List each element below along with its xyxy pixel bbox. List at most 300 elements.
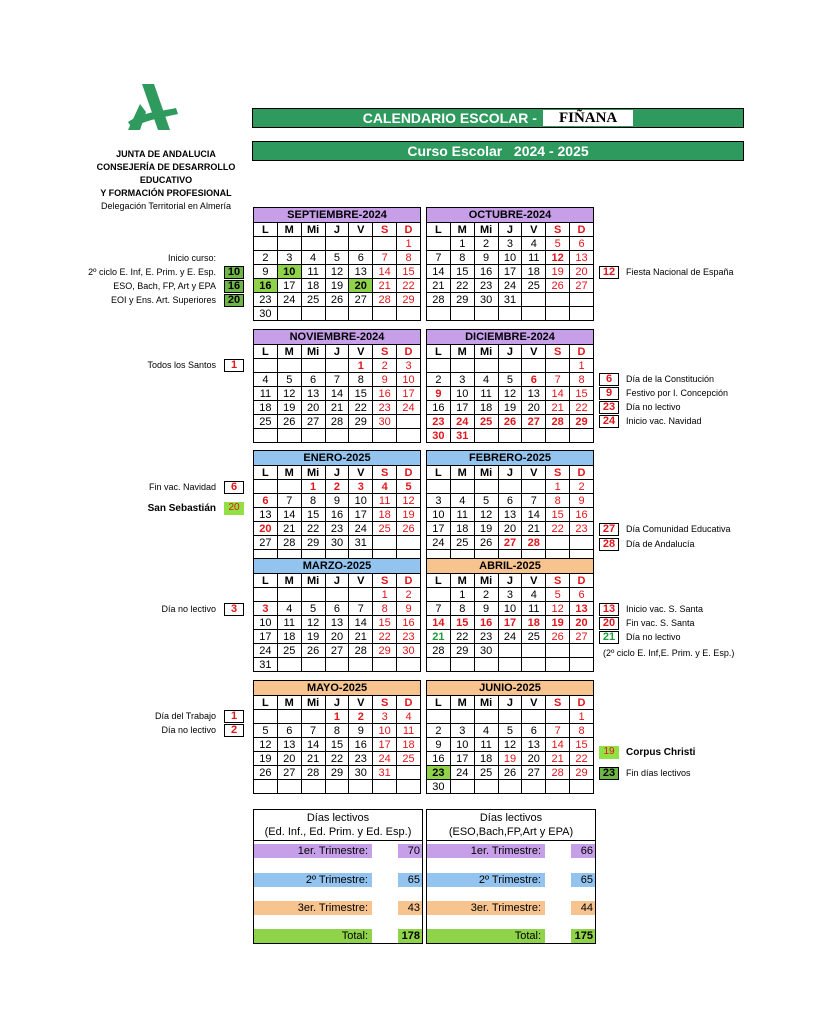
empty-cell	[301, 429, 325, 443]
day-cell: 13	[349, 265, 373, 279]
empty-cell	[349, 307, 373, 321]
day-cell: 15	[301, 508, 325, 522]
label-no-lectivo-mayo: Día no lectivo	[161, 725, 216, 735]
day-cell: 22	[325, 752, 349, 766]
empty-cell	[522, 780, 546, 794]
weekday-header: D	[397, 223, 421, 237]
day-cell: 2	[373, 359, 397, 373]
summary-label-total: Total:	[427, 929, 545, 943]
day-cell: 4	[474, 724, 498, 738]
day-cell: 18	[474, 401, 498, 415]
day-cell: 14	[301, 738, 325, 752]
empty-cell	[427, 237, 451, 251]
day-cell: 30	[349, 766, 373, 780]
day-cell: 9	[570, 494, 594, 508]
weekday-header: Mi	[474, 345, 498, 359]
weekday-header: L	[254, 345, 278, 359]
day-cell: 18	[450, 522, 474, 536]
empty-cell	[397, 307, 421, 321]
day-cell: 23	[474, 279, 498, 293]
day-cell: 9	[427, 387, 451, 401]
day-cell: 21	[349, 630, 373, 644]
day-cell: 8	[325, 724, 349, 738]
empty-cell	[522, 710, 546, 724]
empty-cell	[254, 710, 278, 724]
summary-row-trimester-3	[427, 901, 595, 915]
day-cell: 27	[522, 415, 546, 429]
empty-cell	[546, 658, 570, 672]
day-cell: 19	[474, 522, 498, 536]
day-cell: 20	[522, 401, 546, 415]
day-cell: 15	[373, 616, 397, 630]
day-cell: 12	[546, 251, 570, 265]
empty-cell	[450, 780, 474, 794]
empty-cell	[325, 780, 349, 794]
day-cell: 21	[546, 752, 570, 766]
label-andalucia: Día de Andalucía	[626, 539, 695, 549]
empty-cell	[498, 480, 522, 494]
day-cell: 8	[546, 494, 570, 508]
month-calendar	[426, 450, 594, 564]
box-san-sebastian: 20	[224, 502, 244, 515]
box-no-lectivo-dic: 23	[599, 401, 619, 414]
day-cell: 5	[397, 480, 421, 494]
day-cell: 8	[301, 494, 325, 508]
day-cell: 27	[325, 644, 349, 658]
month-title: ENERO-2025	[254, 451, 421, 466]
day-cell: 3	[427, 494, 451, 508]
day-cell: 13	[570, 602, 594, 616]
day-cell: 24	[277, 293, 301, 307]
empty-cell	[498, 780, 522, 794]
day-cell: 3	[498, 588, 522, 602]
day-cell: 9	[427, 738, 451, 752]
day-cell: 11	[522, 602, 546, 616]
empty-cell	[522, 359, 546, 373]
day-cell: 14	[325, 387, 349, 401]
label-eso: ESO, Bach, FP, Art y EPA	[113, 281, 216, 291]
day-cell: 26	[325, 293, 349, 307]
day-cell: 19	[397, 508, 421, 522]
weekday-header: Mi	[474, 574, 498, 588]
weekday-header: D	[570, 345, 594, 359]
box-fin-lectivos: 23	[599, 767, 619, 780]
weekday-header: D	[397, 466, 421, 480]
day-cell: 5	[546, 237, 570, 251]
empty-cell	[474, 658, 498, 672]
day-cell: 2	[570, 480, 594, 494]
day-cell: 14	[522, 508, 546, 522]
day-cell: 14	[373, 265, 397, 279]
day-cell: 15	[546, 508, 570, 522]
day-cell: 14	[546, 738, 570, 752]
box-andalucia: 28	[599, 538, 619, 551]
empty-cell	[301, 307, 325, 321]
weekday-header: J	[325, 223, 349, 237]
summary-label-trimester-2: 2º Trimestre:	[427, 873, 545, 887]
day-cell: 23	[349, 752, 373, 766]
weekday-header: S	[373, 574, 397, 588]
day-cell: 7	[325, 373, 349, 387]
summary-value-trimester-1: 66	[571, 844, 595, 858]
day-cell: 23	[474, 630, 498, 644]
day-cell: 1	[546, 480, 570, 494]
day-cell: 8	[397, 251, 421, 265]
day-cell: 27	[570, 630, 594, 644]
day-cell: 13	[522, 387, 546, 401]
weekday-header: D	[397, 574, 421, 588]
empty-cell	[254, 588, 278, 602]
course-text: Curso Escolar 2024 - 2025	[407, 143, 589, 159]
day-cell: 18	[277, 630, 301, 644]
label-hispanidad: Fiesta Nacional de España	[626, 267, 734, 277]
day-cell: 15	[349, 387, 373, 401]
empty-cell	[522, 429, 546, 443]
day-cell: 24	[427, 536, 451, 550]
weekday-header: Mi	[301, 345, 325, 359]
day-cell: 11	[474, 738, 498, 752]
day-cell: 8	[373, 602, 397, 616]
empty-cell	[325, 307, 349, 321]
day-cell: 12	[254, 738, 278, 752]
empty-cell	[277, 658, 301, 672]
day-cell: 6	[498, 494, 522, 508]
day-cell: 3	[397, 359, 421, 373]
day-cell: 6	[301, 373, 325, 387]
day-cell: 28	[373, 293, 397, 307]
day-cell: 5	[474, 494, 498, 508]
summary-value-total: 175	[571, 929, 595, 943]
empty-cell	[450, 480, 474, 494]
day-cell: 6	[325, 602, 349, 616]
empty-cell	[325, 658, 349, 672]
day-cell: 15	[570, 387, 594, 401]
month-title: NOVIEMBRE-2024	[254, 330, 421, 345]
month-calendar	[253, 450, 421, 564]
day-cell: 1	[450, 588, 474, 602]
day-cell: 7	[301, 724, 325, 738]
day-cell: 23	[427, 766, 451, 780]
day-cell: 19	[546, 616, 570, 630]
day-cell: 11	[474, 387, 498, 401]
empty-cell	[301, 237, 325, 251]
empty-cell	[325, 237, 349, 251]
day-cell: 2	[474, 237, 498, 251]
day-cell: 14	[349, 616, 373, 630]
empty-cell	[427, 480, 451, 494]
weekday-header: M	[450, 345, 474, 359]
day-cell: 30	[254, 307, 278, 321]
day-cell: 25	[397, 752, 421, 766]
empty-cell	[522, 480, 546, 494]
day-cell: 29	[570, 415, 594, 429]
weekday-header: Mi	[301, 574, 325, 588]
day-cell: 29	[325, 766, 349, 780]
day-cell: 26	[277, 415, 301, 429]
empty-cell	[301, 658, 325, 672]
empty-cell	[325, 359, 349, 373]
empty-cell	[570, 429, 594, 443]
day-cell: 26	[546, 279, 570, 293]
summary-label-trimester-1: 1er. Trimestre:	[427, 844, 545, 858]
empty-cell	[546, 536, 570, 550]
weekday-header: Mi	[301, 466, 325, 480]
day-cell: 29	[397, 293, 421, 307]
day-cell: 3	[349, 480, 373, 494]
empty-cell	[570, 293, 594, 307]
label-no-lectivo-dic: Día no lectivo	[626, 402, 681, 412]
month-calendar	[253, 329, 421, 443]
label-inicio-curso: Inicio curso:	[167, 253, 216, 263]
day-cell: 14	[427, 616, 451, 630]
day-cell: 11	[277, 616, 301, 630]
empty-cell	[474, 307, 498, 321]
empty-cell	[397, 429, 421, 443]
day-cell: 15	[450, 265, 474, 279]
day-cell: 16	[427, 401, 451, 415]
day-cell: 26	[498, 766, 522, 780]
day-cell: 16	[325, 508, 349, 522]
summary-value-trimester-1: 70	[398, 844, 422, 858]
summary-label-trimester-1: 1er. Trimestre:	[254, 844, 372, 858]
day-cell: 24	[450, 415, 474, 429]
day-cell: 6	[570, 237, 594, 251]
label-dia-trabajo: Día del Trabajo	[154, 711, 216, 721]
day-cell: 20	[570, 265, 594, 279]
weekday-header: S	[373, 345, 397, 359]
day-cell: 18	[522, 616, 546, 630]
month-title: MAYO-2025	[254, 681, 421, 696]
day-cell: 17	[498, 616, 522, 630]
month-title: SEPTIEMBRE-2024	[254, 208, 421, 223]
day-cell: 9	[397, 602, 421, 616]
empty-cell	[498, 658, 522, 672]
weekday-header: L	[427, 574, 451, 588]
summary-label-trimester-3: 3er. Trimestre:	[427, 901, 545, 915]
day-cell: 16	[474, 265, 498, 279]
day-cell: 8	[450, 602, 474, 616]
label-semana-santa-fin: Fin vac. S. Santa	[626, 618, 695, 628]
day-cell: 26	[498, 415, 522, 429]
day-cell: 2	[325, 480, 349, 494]
weekday-header: S	[373, 223, 397, 237]
label-san-sebastian: San Sebastián	[147, 503, 216, 514]
weekday-header: M	[450, 696, 474, 710]
day-cell: 11	[373, 494, 397, 508]
day-cell: 11	[450, 508, 474, 522]
empty-cell	[325, 588, 349, 602]
day-cell: 1	[349, 359, 373, 373]
box-concepcion: 9	[599, 387, 619, 400]
empty-cell	[349, 658, 373, 672]
weekday-header: L	[254, 696, 278, 710]
summary-row-trimester-1	[427, 844, 595, 858]
day-cell: 12	[546, 602, 570, 616]
day-cell: 12	[474, 508, 498, 522]
day-cell: 16	[349, 738, 373, 752]
day-cell: 17	[427, 522, 451, 536]
day-cell: 23	[254, 293, 278, 307]
day-cell: 27	[301, 415, 325, 429]
label-fin-lectivos: Fin días lectivos	[626, 768, 691, 778]
label-no-lectivo-abr-note: (2º ciclo E. Inf,E. Prim. y E. Esp.)	[603, 648, 735, 658]
day-cell: 22	[450, 630, 474, 644]
weekday-header: L	[427, 345, 451, 359]
empty-cell	[498, 644, 522, 658]
label-todos-santos: Todos los Santos	[147, 360, 216, 370]
summary-value-trimester-2: 65	[571, 873, 595, 887]
weekday-header: D	[397, 696, 421, 710]
day-cell: 28	[522, 536, 546, 550]
day-cell: 20	[498, 522, 522, 536]
weekday-header: J	[325, 466, 349, 480]
box-semana-santa-fin: 20	[599, 617, 619, 630]
label-constitucion: Día de la Constitución	[626, 374, 715, 384]
empty-cell	[254, 237, 278, 251]
day-cell: 2	[427, 724, 451, 738]
summary-value-trimester-3: 43	[398, 901, 422, 915]
weekday-header: Mi	[474, 223, 498, 237]
day-cell: 12	[325, 265, 349, 279]
month-title: MARZO-2025	[254, 559, 421, 574]
weekday-header: J	[498, 696, 522, 710]
day-cell: 2	[474, 588, 498, 602]
empty-cell	[546, 307, 570, 321]
weekday-header: S	[546, 466, 570, 480]
empty-cell	[450, 710, 474, 724]
day-cell: 23	[397, 630, 421, 644]
day-cell: 20	[349, 279, 373, 293]
day-cell: 31	[450, 429, 474, 443]
day-cell: 15	[397, 265, 421, 279]
day-cell: 16	[397, 616, 421, 630]
day-cell: 20	[301, 401, 325, 415]
weekday-header: Mi	[474, 466, 498, 480]
day-cell: 7	[522, 494, 546, 508]
weekday-header: S	[373, 466, 397, 480]
empty-cell	[522, 293, 546, 307]
day-cell: 1	[570, 359, 594, 373]
weekday-header: M	[277, 345, 301, 359]
day-cell: 20	[522, 752, 546, 766]
day-cell: 5	[498, 373, 522, 387]
day-cell: 3	[373, 710, 397, 724]
day-cell: 22	[397, 279, 421, 293]
empty-cell	[397, 780, 421, 794]
weekday-header: L	[254, 223, 278, 237]
day-cell: 6	[349, 251, 373, 265]
day-cell: 6	[522, 373, 546, 387]
day-cell: 21	[277, 522, 301, 536]
summary-head1: Días lectivos	[306, 812, 370, 824]
empty-cell	[373, 429, 397, 443]
day-cell: 10	[349, 494, 373, 508]
empty-cell	[570, 307, 594, 321]
box-dia-trabajo: 1	[224, 710, 244, 723]
empty-cell	[498, 359, 522, 373]
day-cell: 21	[522, 522, 546, 536]
day-cell: 29	[373, 644, 397, 658]
day-cell: 3	[277, 251, 301, 265]
weekday-header: V	[349, 223, 373, 237]
day-cell: 25	[254, 415, 278, 429]
empty-cell	[450, 658, 474, 672]
day-cell: 7	[277, 494, 301, 508]
day-cell: 19	[254, 752, 278, 766]
weekday-header: S	[546, 345, 570, 359]
day-cell: 3	[450, 373, 474, 387]
weekday-header: L	[427, 696, 451, 710]
day-cell: 29	[450, 644, 474, 658]
empty-cell	[301, 359, 325, 373]
day-cell: 16	[570, 508, 594, 522]
empty-cell	[397, 766, 421, 780]
day-cell: 28	[546, 766, 570, 780]
weekday-header: L	[254, 466, 278, 480]
weekday-header: D	[397, 345, 421, 359]
empty-cell	[277, 710, 301, 724]
weekday-header: S	[373, 696, 397, 710]
day-cell: 21	[373, 279, 397, 293]
empty-cell	[522, 644, 546, 658]
empty-cell	[474, 359, 498, 373]
box-semana-santa-inicio: 13	[599, 603, 619, 616]
day-cell: 12	[498, 387, 522, 401]
day-cell: 4	[277, 602, 301, 616]
town-name: FIÑANA	[543, 110, 633, 126]
day-cell: 21	[427, 279, 451, 293]
day-cell: 16	[474, 616, 498, 630]
day-cell: 28	[349, 644, 373, 658]
label-corpus: Corpus Christi	[626, 747, 696, 758]
summary-row-total	[254, 929, 422, 943]
empty-cell	[427, 307, 451, 321]
day-cell: 30	[373, 415, 397, 429]
day-cell: 10	[373, 724, 397, 738]
day-cell: 10	[450, 387, 474, 401]
day-cell: 16	[427, 752, 451, 766]
weekday-header: V	[522, 696, 546, 710]
day-cell: 28	[325, 415, 349, 429]
day-cell: 14	[277, 508, 301, 522]
day-cell: 4	[254, 373, 278, 387]
summary-row-trimester-2	[427, 873, 595, 887]
day-cell: 13	[522, 738, 546, 752]
day-cell: 3	[254, 602, 278, 616]
day-cell: 4	[522, 237, 546, 251]
day-cell: 23	[427, 415, 451, 429]
day-cell: 9	[474, 251, 498, 265]
day-cell: 7	[546, 373, 570, 387]
day-cell: 6	[254, 494, 278, 508]
day-cell: 19	[301, 630, 325, 644]
empty-cell	[373, 780, 397, 794]
day-cell: 27	[498, 536, 522, 550]
day-cell: 19	[498, 401, 522, 415]
summary-head2: (Ed. Inf., Ed. Prim. y Ed. Esp.)	[264, 826, 412, 838]
box-no-lectivo-mayo: 2	[224, 724, 244, 737]
day-cell: 13	[498, 508, 522, 522]
day-cell: 11	[254, 387, 278, 401]
month-calendar	[253, 680, 421, 794]
day-cell: 11	[522, 251, 546, 265]
empty-cell	[474, 480, 498, 494]
weekday-header: Mi	[474, 696, 498, 710]
box-constitucion: 6	[599, 373, 619, 386]
empty-cell	[373, 307, 397, 321]
box-comunidad: 27	[599, 523, 619, 536]
weekday-header: J	[325, 574, 349, 588]
